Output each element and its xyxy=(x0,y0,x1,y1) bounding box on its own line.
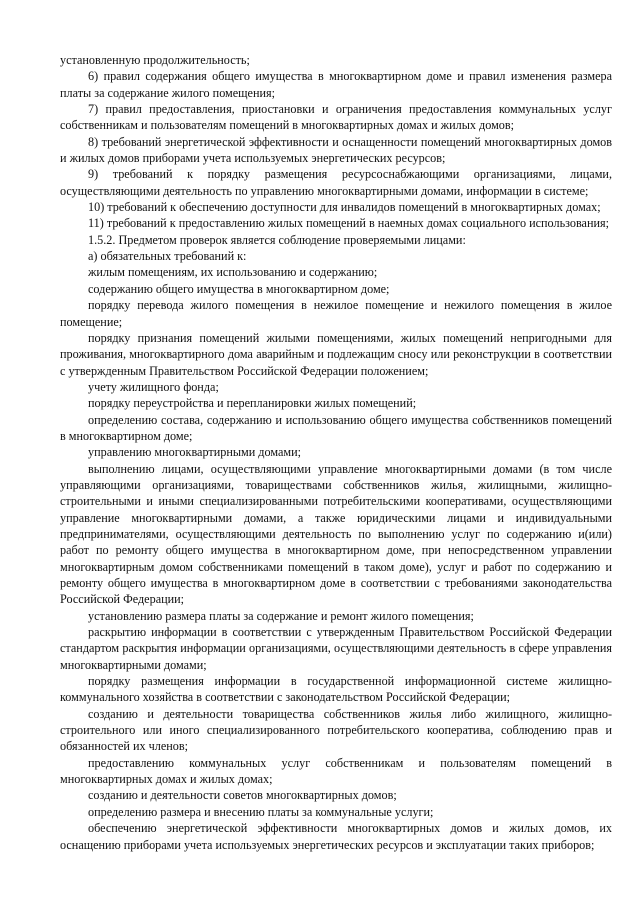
paragraph: 7) правил предоставления, приостановки и ограничения предоставления коммунальных услуг собственникам и пользователям помещений в многоквартирных домах и жилых домов; xyxy=(60,102,612,133)
paragraph: созданию и деятельности советов многоквартирных домов; xyxy=(88,788,397,803)
paragraph: 11) требований к предоставлению жилых помещений в наемных домах социального использования; xyxy=(88,216,610,231)
paragraph: порядку размещения информации в государственной информационной системе жилищно-коммунального хозяйства в соответствии с законодательством Российской Федерации; xyxy=(60,674,612,705)
paragraph: жилым помещениям, их использованию и содержанию; xyxy=(88,265,378,280)
paragraph: 6) правил содержания общего имущества в многоквартирном доме и правил изменения размера платы за содержание жилого помещения; xyxy=(60,69,612,100)
paragraph: 10) требований к обеспечению доступности для инвалидов помещений в многоквартирных домах; xyxy=(88,200,601,215)
paragraph: определению состава, содержанию и использованию общего имущества собственников помещений в многоквартирном доме; xyxy=(60,412,612,443)
paragraph: порядку перевода жилого помещения в нежилое помещение и нежилого помещения в жилое помещение; xyxy=(60,298,612,329)
paragraph: 9) требований к порядку размещения ресурсоснабжающими организациями, лицами, осуществляющими деятельность по управлению многоквартирными домами, информации в системе; xyxy=(60,167,612,198)
paragraph: а) обязательных требований к: xyxy=(88,249,247,264)
paragraph: определению размера и внесению платы за коммунальные услуги; xyxy=(88,804,434,819)
paragraph: 8) требований энергетической эффективности и оснащенности помещений многоквартирных домов и жилых домов приборами учета используемых энергетических ресурсов; xyxy=(60,134,612,166)
paragraph: установлению размера платы за содержание и ремонт жилого помещения; xyxy=(88,608,474,623)
paragraph: предоставлению коммунальных услуг собственникам и пользователям помещений в многоквартирных домах и жилых домах; xyxy=(60,755,612,787)
paragraph: содержанию общего имущества в многоквартирном доме; xyxy=(88,281,390,296)
paragraph: выполнению лицами, осуществляющими управление многоквартирными домами (в том числе управляющими организациями, товариществами собственников жилья, жилищными, жилищно-строительными и иными специализированными потребительскими кооперативами, осуществляющими управление многоквартирными домами, а также юридическими лицами и индивидуальными предпринимателями, осуществляющими деятельность по выполнению услуг по содержанию и(или) работ по ремонту общего имущества в многоквартирном доме, при непосредственном управлении многоквартирным домом собственниками помещений в таком доме), услуг и работ по содержанию и ремонту общего имущества в многоквартирном доме в соответствии с требованиями законодательства Российской Федерации; xyxy=(60,461,612,607)
paragraph: учету жилищного фонда; xyxy=(88,379,219,394)
paragraph: 1.5.2. Предметом проверок является соблюдение проверяемыми лицами: xyxy=(88,232,466,247)
paragraph: созданию и деятельности товарищества собственников жилья либо жилищного, жилищно-строительного или иного специализированного потребительского кооператива, соблюдению прав и обязанностей их членов; xyxy=(60,706,612,754)
paragraph: установленную продолжительность; xyxy=(60,53,250,67)
document-page xyxy=(60,52,612,853)
paragraph: порядку переустройства и перепланировки жилых помещений; xyxy=(88,396,417,411)
paragraph: обеспечению энергетической эффективности многоквартирных домов и жилых домов, их оснащению приборами учета используемых энергетических ресурсов и эксплуатации таких приборов; xyxy=(60,821,612,852)
paragraph: управлению многоквартирными домами; xyxy=(88,445,302,460)
paragraph: раскрытию информации в соответствии с утвержденным Правительством Российской Федерации стандартом раскрытия информации организациями, осуществляющими деятельность в сфере управления многоквартирными домами; xyxy=(60,625,612,672)
paragraph: порядку признания помещений жилыми помещениями, жилых помещений непригодными для проживания, многоквартирного дома аварийным и подлежащим сносу или реконструкции в соответствии с утвержденным Правительством Российской Федерации положением; xyxy=(60,330,612,378)
